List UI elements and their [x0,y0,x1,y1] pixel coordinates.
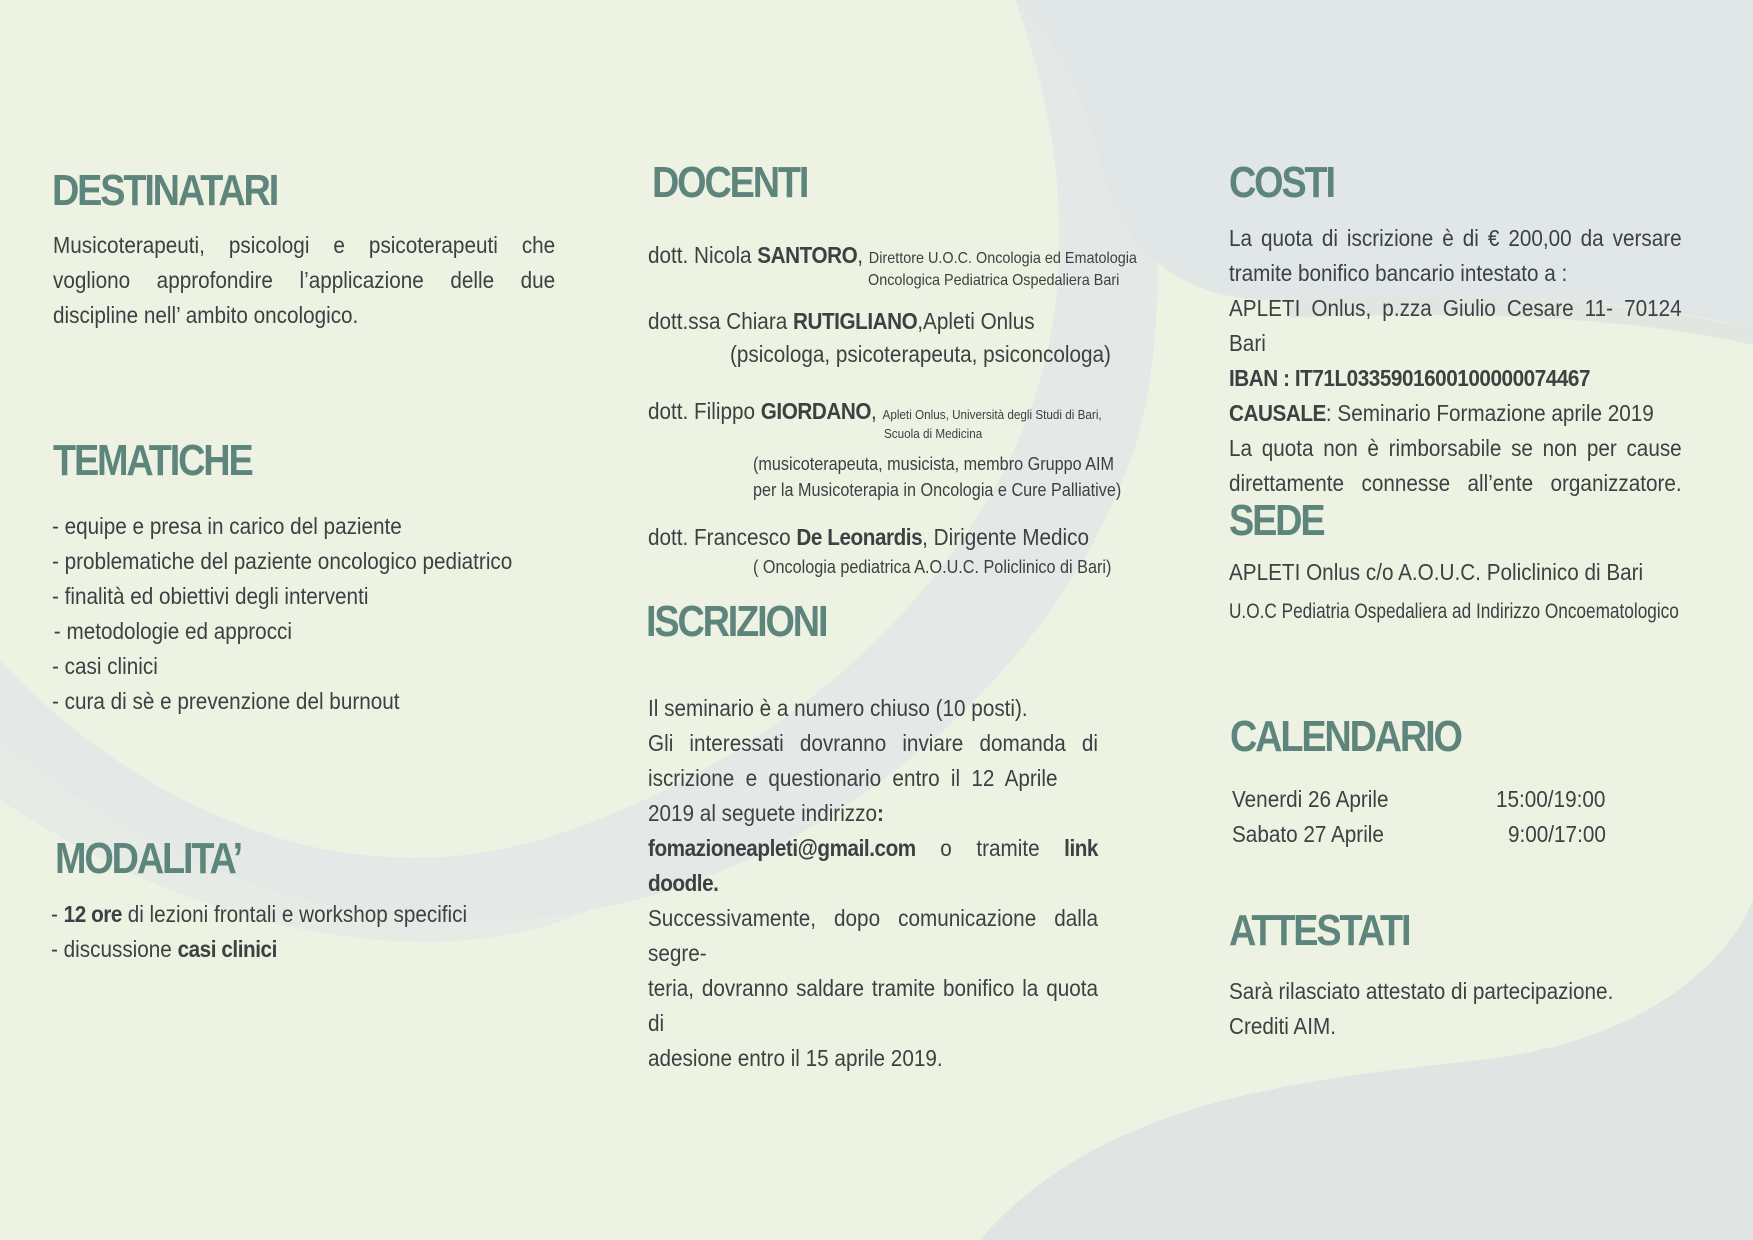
costi-line: La quota di iscrizione è di € 200,00 da versare [1229,225,1682,251]
destinatari-heading: DESTINATARI [52,166,278,215]
docente-de-leonardis-role: ( Oncologia pediatrica A.O.U.C. Policlinico di Bari) [753,557,1112,577]
tematiche-item: - finalità ed obiettivi degli interventi [52,583,369,609]
doodle-link[interactable]: link doodle. [648,835,1098,896]
calendario-row [1232,817,1384,852]
calendario-row [1232,782,1389,817]
costi-line: La quota non è rimborsabile se non per cause [1229,435,1682,461]
calendario-day: Venerdi 26 Aprile [1232,786,1389,812]
docente-santoro: dott. Nicola SANTORO, Direttore U.O.C. Oncologia ed Ematologia [648,242,1137,268]
iscrizioni-line: teria, dovranno saldare tramite bonifico la quota di [648,975,1098,1036]
modalita-line-2: - discussione casi clinici [51,936,277,962]
docente-giordano-role-2: per la Musicoterapia in Oncologia e Cure Palliative) [753,480,1122,500]
iscrizioni-line: Successivamente, dopo comunicazione dalla segre- [648,905,1098,966]
docente-giordano: dott. Filippo GIORDANO, Apleti Onlus, Università degli Studi di Bari, [648,398,1102,424]
costi-heading: COSTI [1229,158,1334,207]
calendario-heading: CALENDARIO [1230,712,1461,761]
email-address[interactable]: fomazioneapleti@gmail.com [648,835,916,861]
destinatari-text [53,228,555,333]
costi-line: tramite bonifico bancario intestato a : [1229,260,1568,286]
attestati-line-2: Crediti AIM. [1229,1013,1336,1039]
modalita-text [51,897,467,967]
sede-line-1: APLETI Onlus c/o A.O.U.C. Policlinico di Bari [1229,559,1644,585]
sede-heading: SEDE [1229,496,1324,545]
calendario-time: 15:00/19:00 [1496,786,1606,812]
attestati-heading: ATTESTATI [1229,906,1410,955]
iscrizioni-text [648,691,1098,1076]
iscrizioni-line: iscrizione e questionario entro il 12 Aprile [648,765,1058,791]
destinatari-line-1: Musicoterapeuti, psicologi e psicoterapeuti che [53,232,556,258]
calendario-time: 9:00/17:00 [1508,821,1606,847]
tematiche-item: - metodologie ed approcci [53,618,293,644]
tematiche-item: - casi clinici [52,653,158,679]
iscrizioni-line: adesione entro il 15 aprile 2019. [648,1045,943,1071]
iscrizioni-line: fomazioneapleti@gmail.com o tramite link doodle. [648,835,1098,896]
modalita-heading: MODALITA’ [55,834,241,883]
docente-giordano-role-1: (musicoterapeuta, musicista, membro Gruppo AIM [753,454,1115,474]
tematiche-item: - equipe e presa in carico del paziente [52,513,402,539]
modalita-line-1: - 12 ore di lezioni frontali e workshop specifici [51,901,468,927]
tematiche-list [52,509,512,719]
docente-giordano-affiliation-2: Scuola di Medicina [884,426,983,441]
tematiche-item: - cura di sè e prevenzione del burnout [52,688,400,714]
docente-rutigliano: dott.ssa Chiara RUTIGLIANO,Apleti Onlus [648,308,1035,334]
docente-rutigliano-role: (psicologa, psicoterapeuta, psiconcologa) [730,341,1111,367]
costi-line: APLETI Onlus, p.zza Giulio Cesare 11- 70124 Bari [1229,295,1682,356]
calendario-day: Sabato 27 Aprile [1232,821,1384,847]
tematiche-item: - problematiche del paziente oncologico pediatrico [52,548,513,574]
iscrizioni-heading: ISCRIZIONI [646,597,827,646]
destinatari-line-3: discipline nell’ ambito oncologico. [53,302,359,328]
iscrizioni-line: Gli interessati dovranno inviare domanda di [648,730,1098,756]
tematiche-heading: TEMATICHE [53,436,252,485]
iscrizioni-line: 2019 al seguete indirizzo: [648,800,884,826]
costi-line: direttamente connesse all’ente organizzatore. [1229,470,1682,496]
costi-iban: IBAN : IT71L0335901600100000074467 [1229,365,1591,391]
docente-santoro-role: Direttore U.O.C. Oncologia ed Ematologia [868,250,1137,267]
docente-giordano-affiliation: Apleti Onlus, Università degli Studi di Bari, [882,407,1102,422]
costi-causale: CAUSALE: Seminario Formazione aprile 2019 [1229,400,1654,426]
attestati-line-1: Sarà rilasciato attestato di partecipazione. [1229,978,1614,1004]
docenti-heading: DOCENTI [652,158,808,207]
docente-de-leonardis: dott. Francesco De Leonardis, Dirigente Medico [648,524,1089,550]
costi-text [1229,221,1682,501]
destinatari-line-2: vogliono approfondire l’applicazione delle due [53,267,556,293]
docente-santoro-role-2: Oncologica Pediatrica Ospedaliera Bari [868,272,1120,289]
sede-line-2: U.O.C Pediatria Ospedaliera ad Indirizzo Oncoematologico [1229,600,1679,623]
iscrizioni-line: Il seminario è a numero chiuso (10 posti). [648,695,1028,721]
